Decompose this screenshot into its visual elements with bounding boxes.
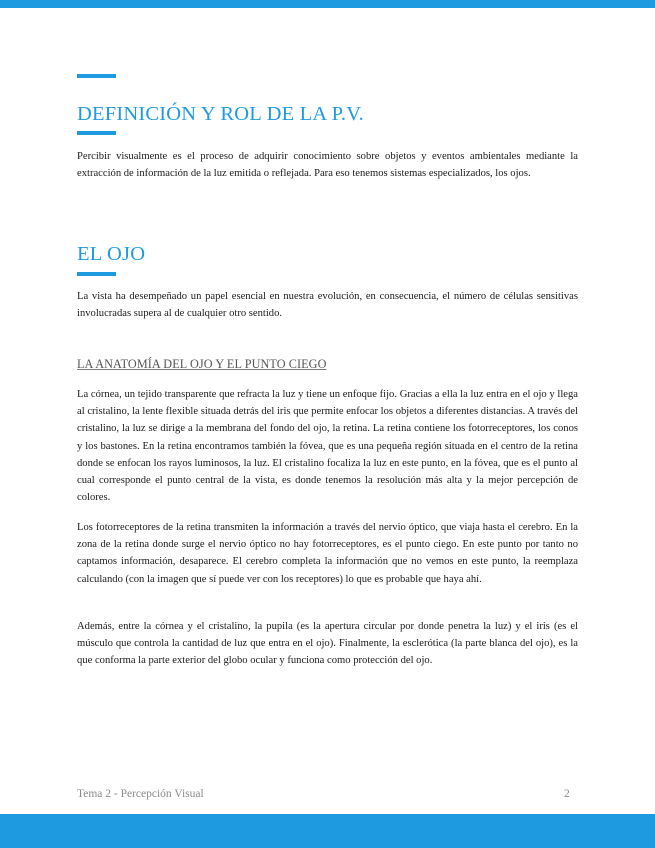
top-accent-bar bbox=[0, 0, 655, 8]
page-number: 2 bbox=[564, 788, 570, 800]
footer-label: Tema 2 - Percepción Visual bbox=[77, 788, 204, 800]
bottom-accent-bar bbox=[0, 814, 655, 848]
section-underline bbox=[77, 131, 116, 135]
paragraph-definicion: Percibir visualmente es el proceso de adquirir conocimiento sobre objetos y eventos ambientales mediante la extracción de información de la luz emitida o reflejada. Para eso tenemos sistemas especializados, los ojos. bbox=[77, 151, 578, 180]
paragraph-anatomia-2: Los fotorreceptores de la retina transmiten la información a través del nervio óptico, que viaja hasta el cerebro. En la zona de la retina donde surge el nervio óptico no hay fotorreceptores, es el punto ciego. En este punto por tanto no captamos información, desaparece. El cerebro completa la información que no vemos en este punto, la reemplaza calculando (con la imagen que sí puede ver con los receptores) lo que es probable que haya ahí. bbox=[77, 522, 578, 585]
section-title-definicion: DEFINICIÓN Y ROL DE LA P.V. bbox=[77, 103, 364, 125]
section-underline bbox=[77, 272, 116, 276]
paragraph-ojo: La vista ha desempeñado un papel esencial en nuestra evolución, en consecuencia, el número de células sensitivas involucradas supera al de cualquier otro sentido. bbox=[77, 291, 578, 320]
section-title-ojo: EL OJO bbox=[77, 243, 146, 265]
paragraph-anatomia-1: La córnea, un tejido transparente que refracta la luz y tiene un enfoque fijo. Gracias a ella la luz entra en el ojo y llega al cristalino, la lente flexible situada detrás del iris que permite enfocar los objetos a diferentes distancias. A través del cristalino, la luz se dirige a la membrana del fondo del ojo, la retina. La retina contiene los fotorreceptores, los conos y los bastones. En la retina encontramos también la fóvea, que es una pequeña región situada en el centro de la retina donde se enfocan los rayos luminosos, la luz. El cristalino focaliza la luz en este punto, en la fóvea, que es el punto al cual corresponde el punto central de la vista, es donde tenemos la resolución más alta y la mejor percepción de colores. bbox=[77, 389, 578, 504]
section-accent-line bbox=[77, 74, 116, 78]
subsection-title-anatomia: LA ANATOMÍA DEL OJO Y EL PUNTO CIEGO bbox=[77, 357, 327, 371]
paragraph-anatomia-3: Además, entre la córnea y el cristalino, la pupila (es la apertura circular por donde penetra la luz) y el iris (es el músculo que controla la cantidad de luz que entra en el ojo). Finalmente, la esclerótica (la parte blanca del ojo), es la que conforma la parte exterior del globo ocular y funciona como protección del ojo. bbox=[77, 621, 578, 667]
